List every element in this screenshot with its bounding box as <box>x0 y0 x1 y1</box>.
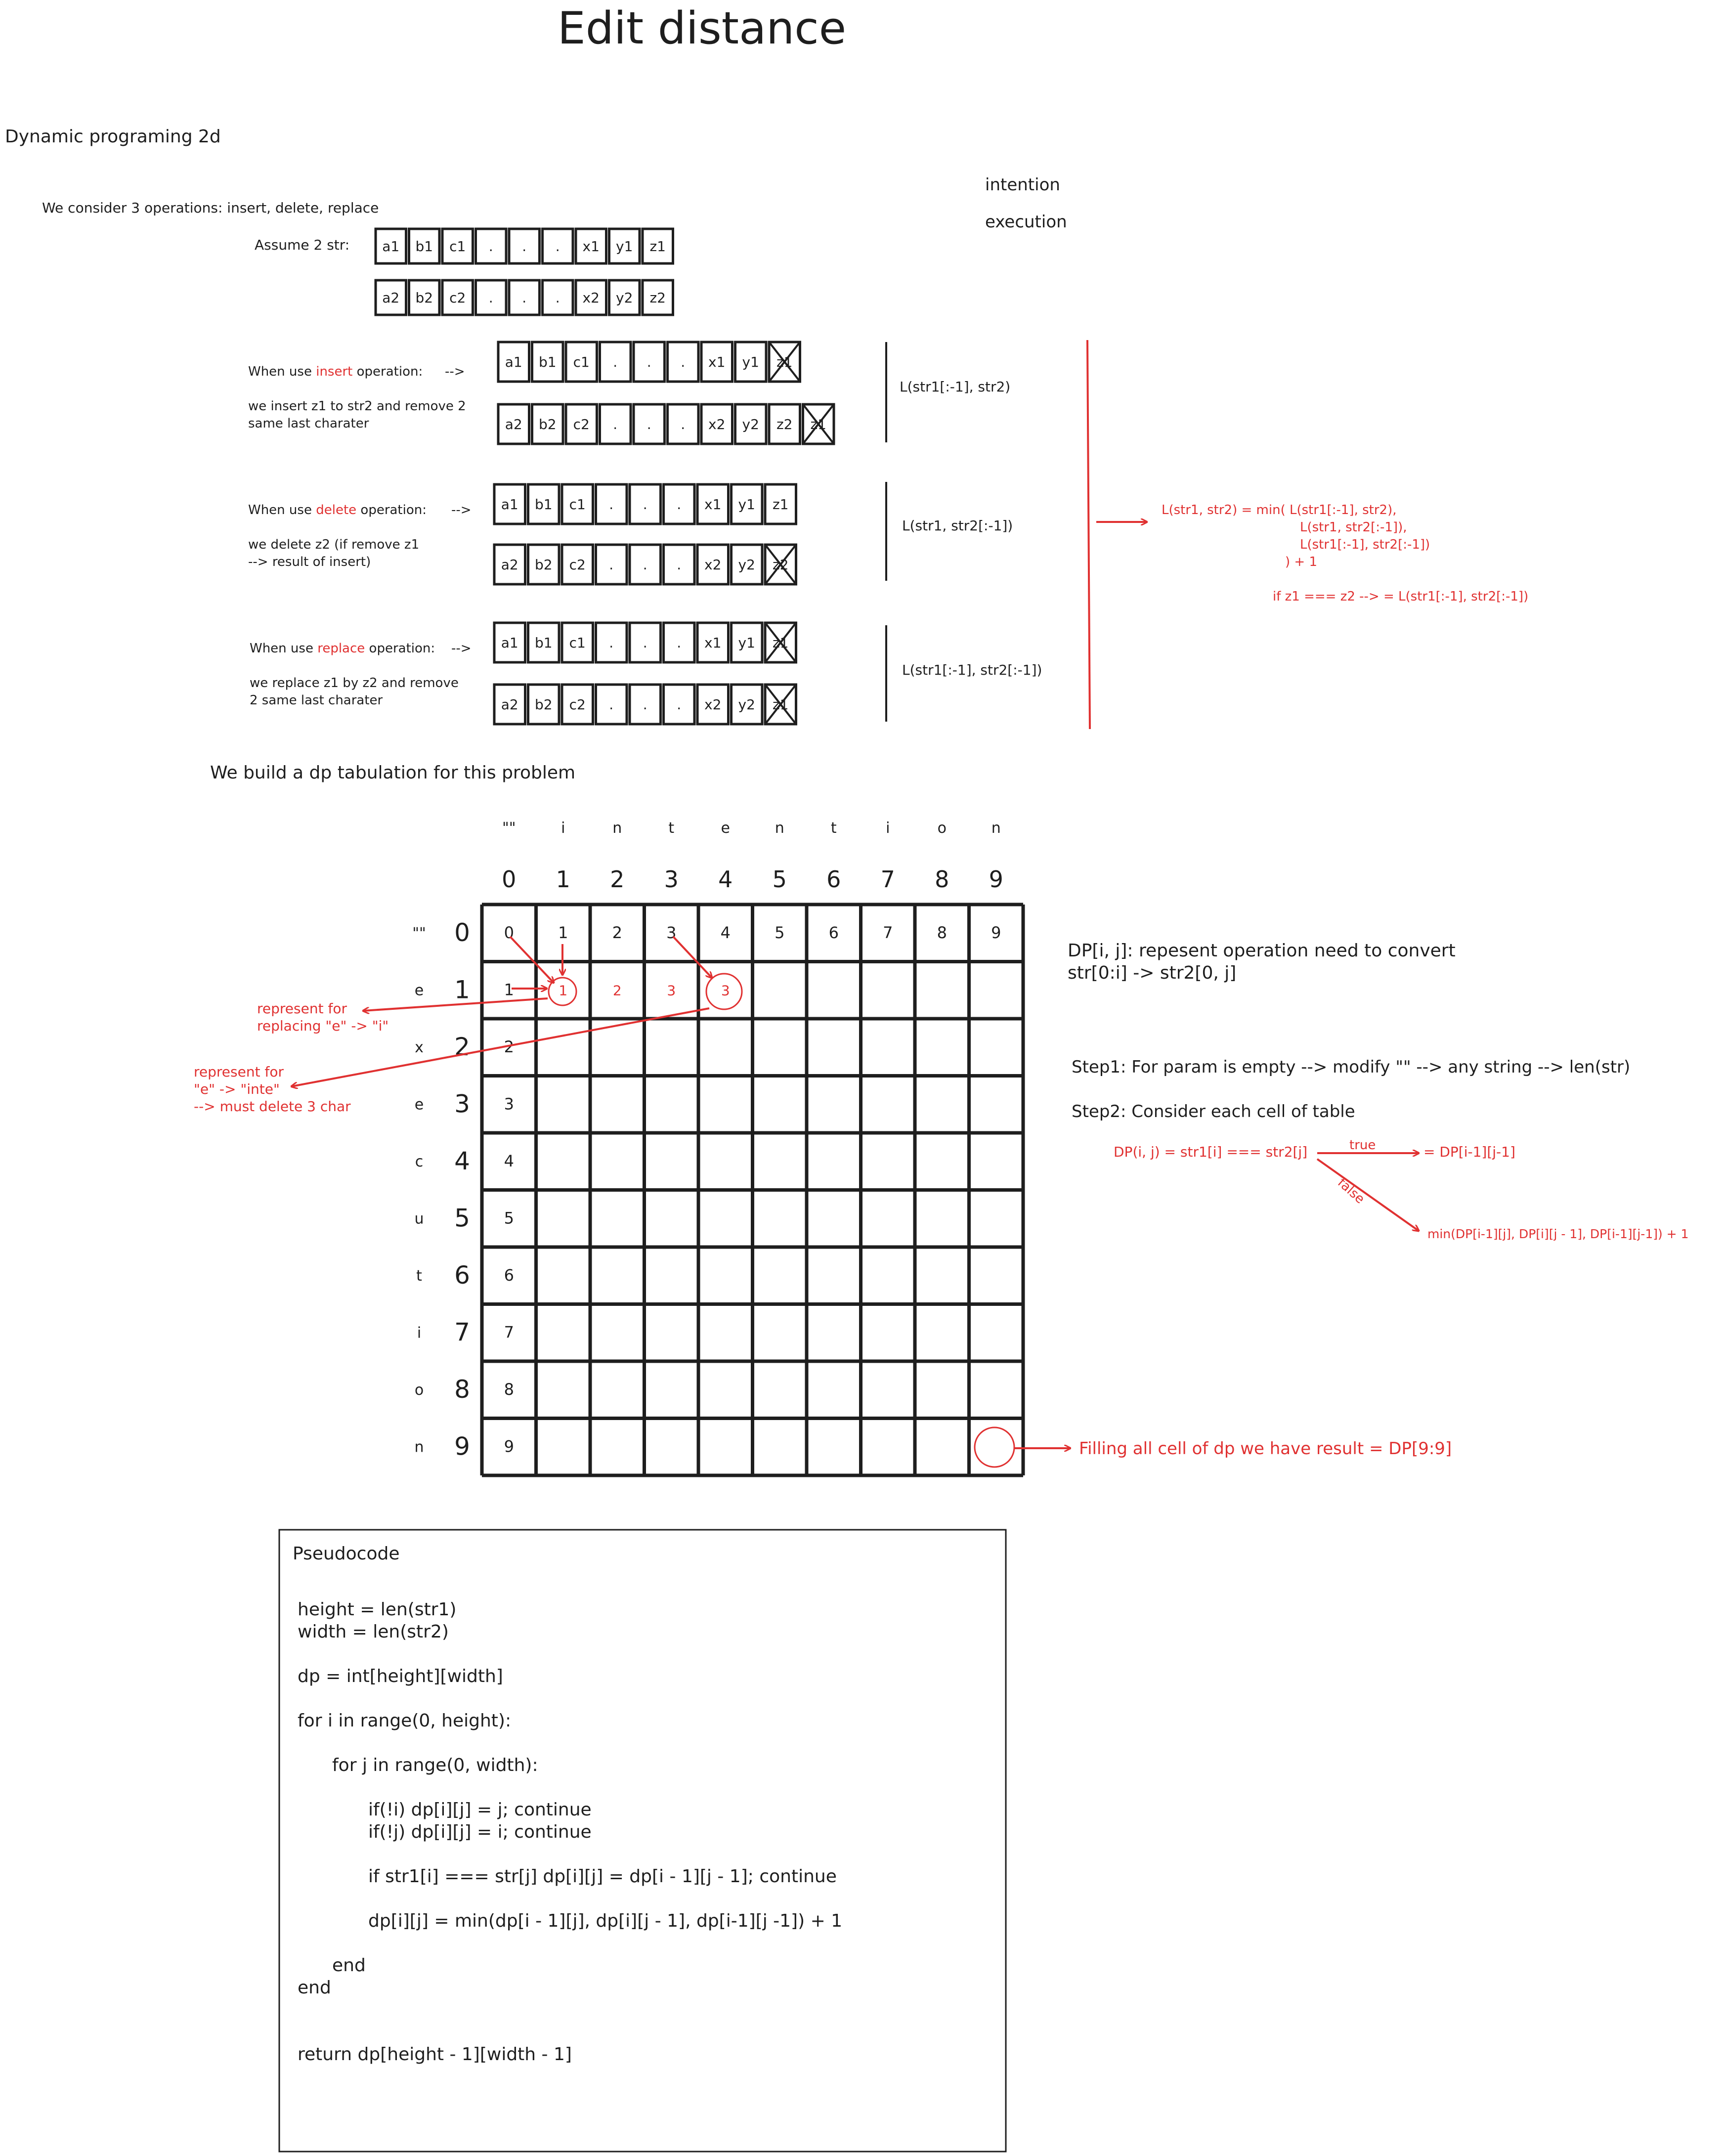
formula-line1: L(str1, str2) = min( L(str1[:-1], str2), <box>1162 503 1397 517</box>
replace-row1 <box>494 623 796 662</box>
false-arrow <box>1317 1159 1419 1231</box>
dp-cell-value: 3 <box>666 923 677 942</box>
dp-cell-value: 2 <box>504 1037 514 1056</box>
pseudocode-line: height = len(str1) <box>298 1599 457 1620</box>
insert-row1-cell-text: . <box>646 354 651 370</box>
result-note: Filling all cell of dp we have result = DP[9:9] <box>1079 1439 1452 1459</box>
row-index: 2 <box>454 1032 470 1061</box>
replace-note2: 2 same last charater <box>250 693 383 708</box>
delete-row2-cell-text: . <box>643 557 647 573</box>
dp-cell-value: 1 <box>504 980 514 999</box>
delete-arrow: --> <box>451 503 472 517</box>
pseudocode-line: dp = int[height][width] <box>298 1666 503 1686</box>
column-index: 0 <box>502 866 517 893</box>
delete-row1-cell-text: . <box>677 496 682 513</box>
word-execution: execution <box>985 212 1067 232</box>
dp-cell-value: 9 <box>991 923 1001 942</box>
assume-str2-cell-text: x2 <box>582 290 600 306</box>
false-label: false <box>1335 1175 1368 1207</box>
formula-line3: L(str1[:-1], str2[:-1]) <box>1300 537 1430 552</box>
replace-row1-cell-text: a1 <box>501 635 518 651</box>
insert-row1-cell-text: a1 <box>505 354 522 370</box>
page-title: Edit distance <box>557 2 847 54</box>
delete-row2-cell-text: z2 <box>772 557 789 573</box>
column-index: 3 <box>664 866 679 893</box>
pseudocode-lines <box>298 1599 842 2065</box>
replace-row1-cell-text: y1 <box>738 635 755 651</box>
delete-row1-cell-text: c1 <box>569 496 586 513</box>
delete-row1-cell-text: z1 <box>772 496 789 513</box>
assume-str1-cell-text: . <box>522 238 527 255</box>
row-index: 5 <box>454 1204 470 1233</box>
dp-cell-value: 8 <box>504 1380 514 1399</box>
replace-row2-cell-text: x2 <box>704 696 722 713</box>
replace-row1-cell-text: z1 <box>772 635 789 651</box>
delete-row2-cell-text: a2 <box>501 557 518 573</box>
step1: Step1: For param is empty --> modify "" --> any string --> len(str) <box>1072 1057 1631 1077</box>
column-char: e <box>721 819 730 837</box>
formula-line2: L(str1, str2[:-1]), <box>1300 520 1407 535</box>
dp-cell-value: 1 <box>558 923 568 942</box>
dp-cell-value: 6 <box>504 1265 514 1285</box>
delete-row1-cell-text: . <box>609 496 614 513</box>
insert-row2-cell-text: a2 <box>505 416 522 432</box>
column-char: o <box>937 819 947 837</box>
replace-row1-cell-text: . <box>677 635 682 651</box>
insert-row2-cell-text: . <box>646 416 651 432</box>
assume-str2-cell-text: . <box>522 290 527 306</box>
column-char: i <box>561 819 565 837</box>
insert-row1-cell-text: x1 <box>708 354 726 370</box>
delete-row2-cell-text: . <box>609 557 614 573</box>
pseudocode-line: if str1[i] === str[j] dp[i][j] = dp[i - 1][j - 1]; continue <box>368 1866 837 1887</box>
assume-str2-row <box>376 280 673 315</box>
step2: Step2: Consider each cell of table <box>1072 1102 1355 1121</box>
row-char: e <box>414 1096 424 1114</box>
replace-row1-cell-text: c1 <box>569 635 586 651</box>
formula-line5: if z1 === z2 --> = L(str1[:-1], str2[:-1]) <box>1273 589 1529 604</box>
delete-row1 <box>494 484 796 524</box>
dp-cell-value-filled: 3 <box>667 982 676 999</box>
pseudocode-line: return dp[height - 1][width - 1] <box>298 2044 572 2065</box>
replace-row2-cell-text: y2 <box>738 696 755 713</box>
row-char: "" <box>412 924 426 942</box>
dp-cell-value-filled: 2 <box>612 982 622 999</box>
pseudocode-line: if(!j) dp[i][j] = i; continue <box>368 1822 592 1842</box>
assume-str1-cell-text: y1 <box>616 238 633 255</box>
replace-row2 <box>494 685 796 724</box>
delete-row1-cell-text: b1 <box>534 496 553 513</box>
replace-note-line2: replacing "e" -> "i" <box>257 1018 389 1034</box>
delete-row1-cell-text: a1 <box>501 496 518 513</box>
insert-row1-cell-text: . <box>681 354 686 370</box>
highlight-cell-9-9 <box>975 1427 1014 1467</box>
dp-cell-value: 8 <box>937 923 947 942</box>
delete-row2-cell-text: b2 <box>534 557 553 573</box>
dp-cell-value: 4 <box>504 1151 514 1170</box>
row-index: 8 <box>454 1375 470 1404</box>
row-char: c <box>415 1153 424 1170</box>
condition: DP(i, j) = str1[i] === str2[j] <box>1114 1144 1308 1160</box>
assume-str2-cell-text: y2 <box>616 290 633 306</box>
assume-str1-cell-text: x1 <box>582 238 600 255</box>
replace-label: When use replace operation: <box>250 641 435 656</box>
assume-str1-cell-text: c1 <box>449 238 466 255</box>
replace-row2-cell-text: a2 <box>501 696 518 713</box>
dp-cell-value: 5 <box>504 1208 514 1228</box>
insert-result: L(str1[:-1], str2) <box>900 379 1011 395</box>
pseudocode-line: dp[i][j] = min(dp[i - 1][j], dp[i][j - 1], dp[i-1][j -1]) + 1 <box>368 1911 843 1931</box>
assume-label: Assume 2 str: <box>255 237 350 253</box>
row-char: t <box>416 1267 422 1285</box>
delete-row2 <box>494 545 796 584</box>
column-index: 7 <box>880 866 895 893</box>
insert-note1: we insert z1 to str2 and remove 2 <box>248 399 466 414</box>
replace-arrow: --> <box>451 641 472 656</box>
formula-divider <box>1087 340 1090 729</box>
column-index: 6 <box>826 866 841 893</box>
true-result: = DP[i-1][j-1] <box>1423 1144 1515 1160</box>
assume-str2-cell-text: a2 <box>382 290 400 306</box>
insert-row1-cell-text: z1 <box>776 354 793 370</box>
pseudocode-line: for j in range(0, width): <box>332 1755 538 1775</box>
dp-definition-line1: DP[i, j]: repesent operation need to convert <box>1068 941 1456 961</box>
assume-str1-cell-text: z1 <box>649 238 666 255</box>
delete-label: When use delete operation: <box>248 503 427 517</box>
insert-row2-cell-text: c2 <box>573 416 590 432</box>
row-char: x <box>415 1038 424 1056</box>
assume-str2-cell-text: c2 <box>449 290 466 306</box>
assume-str1-cell-text: b1 <box>415 238 433 255</box>
assume-str2-cell-text: . <box>488 290 493 306</box>
dp-cell-value-filled: 3 <box>721 982 730 999</box>
row-index: 7 <box>454 1318 470 1347</box>
dp-cell-value: 9 <box>504 1437 514 1456</box>
insert-row2-cell-text: z2 <box>776 416 793 432</box>
true-label: true <box>1349 1138 1376 1153</box>
column-index-labels <box>502 866 1003 893</box>
assume-str1-cell-text: a1 <box>382 238 400 255</box>
ops-intro: We consider 3 operations: insert, delete, replace <box>42 200 379 216</box>
row-index: 3 <box>454 1089 470 1119</box>
column-index: 8 <box>935 866 949 893</box>
column-char: n <box>612 819 622 837</box>
dp-cell-value-filled: 1 <box>559 982 568 999</box>
row-char: i <box>417 1324 422 1342</box>
row-index: 9 <box>454 1432 470 1461</box>
formula-line4: ) + 1 <box>1285 555 1317 569</box>
insert-row2 <box>498 404 834 444</box>
row-index: 6 <box>454 1260 470 1290</box>
column-index: 5 <box>772 866 787 893</box>
delete-row2-cell-text: x2 <box>704 557 722 573</box>
insert-row1-cell-text: . <box>613 354 618 370</box>
pseudocode-title: Pseudocode <box>293 1544 400 1564</box>
column-char-labels <box>502 819 1001 837</box>
dp-cell-value: 5 <box>775 923 785 942</box>
column-index: 2 <box>610 866 625 893</box>
replace-row1-cell-text: . <box>643 635 647 651</box>
assume-str2-cell-text: b2 <box>415 290 433 306</box>
dp-cell-value: 7 <box>504 1323 514 1342</box>
insert-row1-cell-text: c1 <box>573 354 590 370</box>
delete-note1: we delete z2 (if remove z1 <box>248 537 420 552</box>
replace-row2-cell-text: . <box>643 696 647 713</box>
insert-row2-cell-text: x2 <box>708 416 726 432</box>
delete-row1-cell-text: y1 <box>738 496 755 513</box>
pseudocode-line: for i in range(0, height): <box>298 1711 512 1731</box>
insert-row1-cell-text: b1 <box>538 354 557 370</box>
dp-definition-line2: str[0:i] -> str2[0, j] <box>1068 963 1237 983</box>
column-char: n <box>775 819 784 837</box>
column-char: t <box>668 819 675 837</box>
insert-row1 <box>498 342 800 382</box>
replace-row1-cell-text: b1 <box>534 635 553 651</box>
row-index: 0 <box>454 918 470 947</box>
insert-row2-cell-text: . <box>681 416 686 432</box>
delete-result: L(str1, str2[:-1]) <box>902 517 1013 534</box>
column-char: "" <box>502 819 516 837</box>
assume-str1-cell-text: . <box>555 238 560 255</box>
assume-str2-cell-text: . <box>555 290 560 306</box>
insert-row1-cell-text: y1 <box>742 354 759 370</box>
row-index: 4 <box>454 1146 470 1175</box>
delete-note-line1: represent for <box>194 1064 284 1080</box>
insert-label: When use insert operation: <box>248 364 423 379</box>
pseudocode-line: end <box>332 1955 366 1976</box>
dp-cell-value: 6 <box>828 923 839 942</box>
delete-row1-cell-text: x1 <box>704 496 722 513</box>
subtitle: Dynamic programing 2d <box>5 127 221 147</box>
dp-cell-value: 7 <box>883 923 893 942</box>
delete-row2-cell-text: c2 <box>569 557 586 573</box>
insert-arrow: --> <box>445 364 465 379</box>
assume-str1-cell-text: . <box>488 238 493 255</box>
replace-row2-cell-text: b2 <box>534 696 553 713</box>
replace-result: L(str1[:-1], str2[:-1]) <box>902 662 1042 678</box>
row-index-labels <box>454 918 470 1461</box>
dp-cell-value: 0 <box>504 923 514 942</box>
row-char: e <box>414 982 424 999</box>
pseudocode-line: width = len(str2) <box>298 1622 449 1642</box>
row-char-labels <box>412 925 426 1456</box>
pseudocode-line: if(!i) dp[i][j] = j; continue <box>368 1800 592 1820</box>
insert-row2-cell-text: y2 <box>742 416 759 432</box>
row-char: n <box>414 1438 424 1456</box>
column-index: 1 <box>556 866 570 893</box>
replace-row1-cell-text: . <box>609 635 614 651</box>
row-index: 1 <box>454 975 470 1004</box>
replace-row2-cell-text: c2 <box>569 696 586 713</box>
replace-note-line1: represent for <box>257 1000 347 1017</box>
false-result: min(DP[i-1][j], DP[i][j - 1], DP[i-1][j-1]) + 1 <box>1427 1227 1689 1241</box>
replace-row2-cell-text: . <box>609 696 614 713</box>
pseudocode-line: end <box>298 1978 331 1998</box>
delete-note-line3: --> must delete 3 char <box>194 1098 351 1115</box>
dp-cell-value: 4 <box>720 923 731 942</box>
delete-row2-cell-text: . <box>677 557 682 573</box>
replace-row1-cell-text: x1 <box>704 635 722 651</box>
dp-cell-value: 3 <box>504 1094 514 1114</box>
column-char: i <box>886 819 890 837</box>
row-char: o <box>414 1381 424 1399</box>
delete-note-line2: "e" -> "inte" <box>194 1081 280 1097</box>
column-index: 9 <box>989 866 1003 893</box>
word-intention: intention <box>985 175 1060 195</box>
replace-row2-cell-text: z1 <box>772 696 789 713</box>
assume-str2-cell-text: z2 <box>649 290 666 306</box>
replace-note1: we replace z1 by z2 and remove <box>250 676 459 690</box>
insert-row2-cell-text: . <box>613 416 618 432</box>
delete-row2-cell-text: y2 <box>738 557 755 573</box>
arrow-diag-to-1-1 <box>510 937 554 983</box>
dp-cell-value: 2 <box>612 923 622 942</box>
row-char: u <box>414 1210 424 1228</box>
insert-note2: same last charater <box>248 416 369 431</box>
arrow-diag-to-1-4 <box>673 937 712 978</box>
insert-row2-cell-text: z1 <box>810 416 827 432</box>
column-char: t <box>830 819 837 837</box>
insert-row2-cell-text: b2 <box>538 416 557 432</box>
delete-row1-cell-text: . <box>643 496 647 513</box>
column-char: n <box>991 819 1001 837</box>
replace-row2-cell-text: . <box>677 696 682 713</box>
assume-str1-row <box>376 229 673 263</box>
delete-note2: --> result of insert) <box>248 555 371 569</box>
dp-intro: We build a dp tabulation for this problem <box>210 763 576 783</box>
column-index: 4 <box>718 866 733 893</box>
